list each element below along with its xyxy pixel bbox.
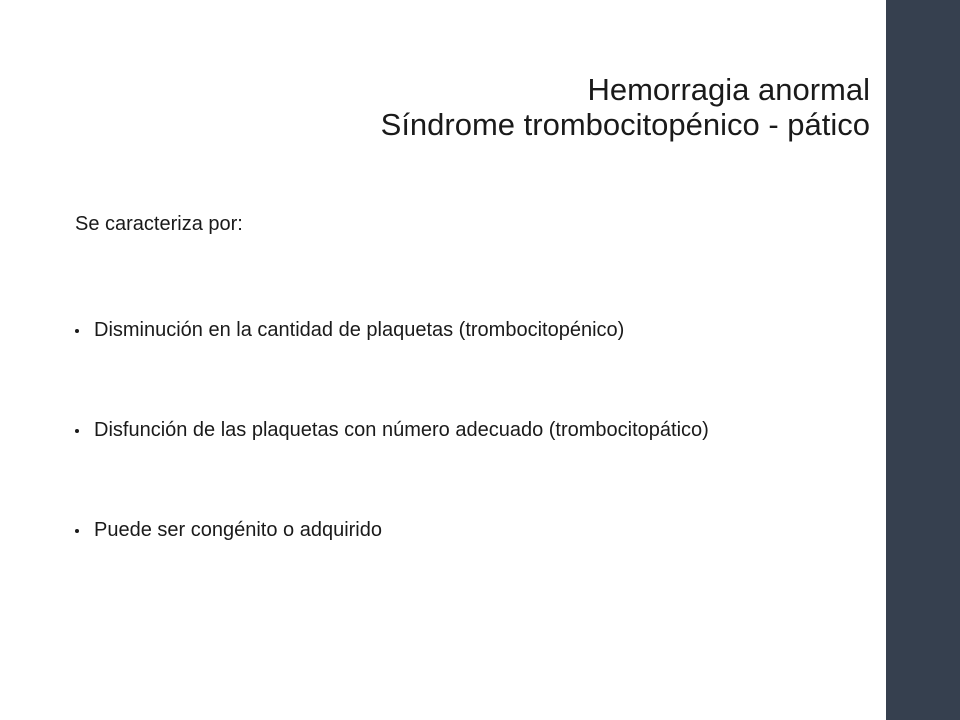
intro-text: Se caracteriza por: (75, 213, 243, 235)
side-accent-bar (886, 0, 960, 720)
slide-content (75, 212, 855, 542)
bullet-text: Puede ser congénito o adquirido (94, 519, 382, 541)
bullet-text: Disfunción de las plaquetas con número adecuado (trombocitopático) (94, 419, 709, 441)
bullet-item-thrombocytopenic (75, 318, 855, 342)
bullet-item-origin (75, 518, 855, 542)
title-line-2: Síndrome trombocitopénico - pático (380, 107, 870, 142)
bullet-dot-icon (75, 529, 79, 533)
slide-title (110, 72, 870, 142)
bullet-text: Disminución en la cantidad de plaquetas (trombocitopénico) (94, 319, 625, 341)
bullet-list (75, 318, 855, 542)
bullet-dot-icon (75, 329, 79, 333)
title-line-1: Hemorragia anormal (587, 72, 870, 107)
bullet-item-thrombocytopathic (75, 418, 754, 442)
bullet-dot-icon (75, 429, 79, 433)
